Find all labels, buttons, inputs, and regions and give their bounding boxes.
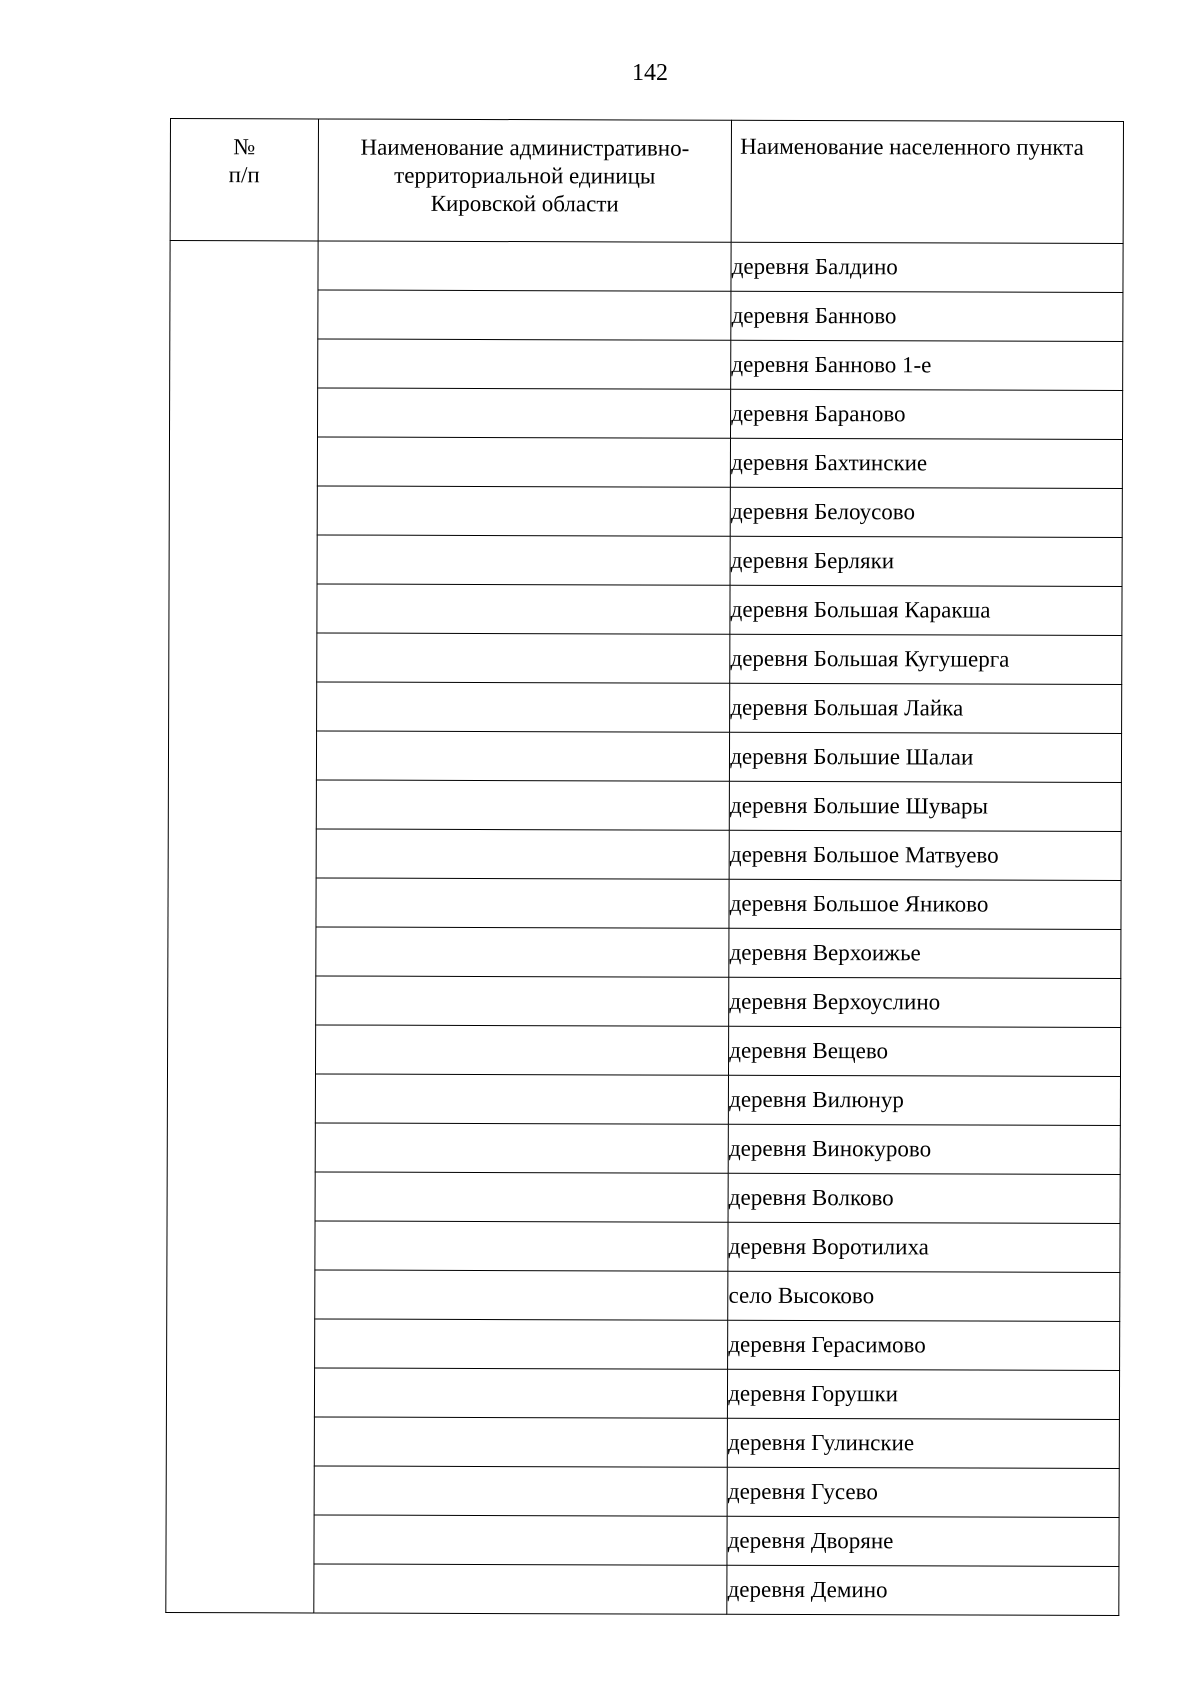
admin-unit-cell [315,1123,729,1173]
settlement-name-cell: деревня Верхоижье [729,928,1121,978]
settlement-name-cell: деревня Вилюнур [729,1075,1121,1125]
settlement-name-cell: деревня Большое Матвуево [729,830,1121,880]
admin-unit-cell [314,1515,728,1565]
admin-unit-cell [314,1417,728,1467]
settlement-name-cell: деревня Вещево [729,1026,1121,1076]
admin-unit-cell [315,1025,729,1075]
admin-unit-cell [317,535,731,585]
page-number: 142 [632,60,668,86]
header-admin-unit [318,119,732,242]
admin-unit-cell [316,780,730,830]
settlement-name-cell: деревня Герасимово [728,1320,1120,1370]
settlement-name-cell: деревня Гусево [727,1467,1119,1517]
admin-unit-cell [316,633,730,683]
admin-unit-cell [315,1074,729,1124]
settlement-name-cell: деревня Большая Кугушерга [730,634,1122,684]
settlement-name-cell: деревня Большие Шалаи [730,732,1122,782]
settlement-name-cell: деревня Горушки [728,1369,1120,1419]
admin-unit-cell [318,290,732,340]
number-cell [166,241,318,1613]
admin-unit-cell [317,486,731,536]
admin-unit-cell [317,437,731,487]
settlements-table [165,118,1124,1616]
settlement-name-cell: деревня Демино [727,1565,1119,1615]
header-number-abbr: п/п [228,162,260,188]
header-number-symbol: № [233,134,256,160]
settlement-name-cell: деревня Верхоуслино [729,977,1121,1027]
header-settlement: Наименование населенного пункта [731,120,1123,243]
admin-unit-cell [317,339,731,389]
settlement-name-cell: деревня Волково [728,1173,1120,1223]
header-admin-unit-line1: Наименование административно- [360,134,690,161]
admin-unit-cell [316,829,730,879]
admin-unit-cell [314,1368,728,1418]
header-admin-unit-line2: территориальной единицы [394,162,656,189]
settlement-name-cell: деревня Белоусово [730,487,1122,537]
admin-unit-cell [315,1221,729,1271]
admin-unit-cell [318,241,732,291]
settlement-name-cell: деревня Гулинские [727,1418,1119,1468]
settlement-name-cell: деревня Бараново [731,389,1123,439]
table-row [170,241,1123,293]
settlement-name-cell: деревня Бахтинские [731,438,1123,488]
admin-unit-cell [314,1564,728,1614]
settlement-name-cell: деревня Балдино [731,242,1123,292]
settlement-name-cell: деревня Большая Каракша [730,585,1122,635]
settlement-name-cell: деревня Банново [731,291,1123,341]
settlement-name-cell: деревня Банново 1-е [731,340,1123,390]
table-body [166,241,1123,1616]
settlement-name-cell: деревня Дворяне [727,1516,1119,1566]
header-admin-unit-line3: Кировской области [430,190,619,217]
admin-unit-cell [315,1172,729,1222]
admin-unit-cell [314,1270,728,1320]
admin-unit-cell [315,976,729,1026]
admin-unit-cell [314,1319,728,1369]
admin-unit-cell [317,388,731,438]
settlement-name-cell: деревня Большое Яниково [729,879,1121,929]
settlement-name-cell: деревня Винокурово [728,1124,1120,1174]
admin-unit-cell [316,682,730,732]
table-header-row [170,119,1123,244]
settlement-name-cell: деревня Воротилиха [728,1222,1120,1272]
admin-unit-cell [316,927,730,977]
settlement-name-cell: деревня Берляки [730,536,1122,586]
settlement-name-cell: село Высоково [728,1271,1120,1321]
admin-unit-cell [317,584,731,634]
settlement-name-cell: деревня Большие Шувары [729,781,1121,831]
admin-unit-cell [316,878,730,928]
admin-unit-cell [316,731,730,781]
admin-unit-cell [314,1466,728,1516]
settlement-name-cell: деревня Большая Лайка [730,683,1122,733]
header-number [170,119,318,241]
